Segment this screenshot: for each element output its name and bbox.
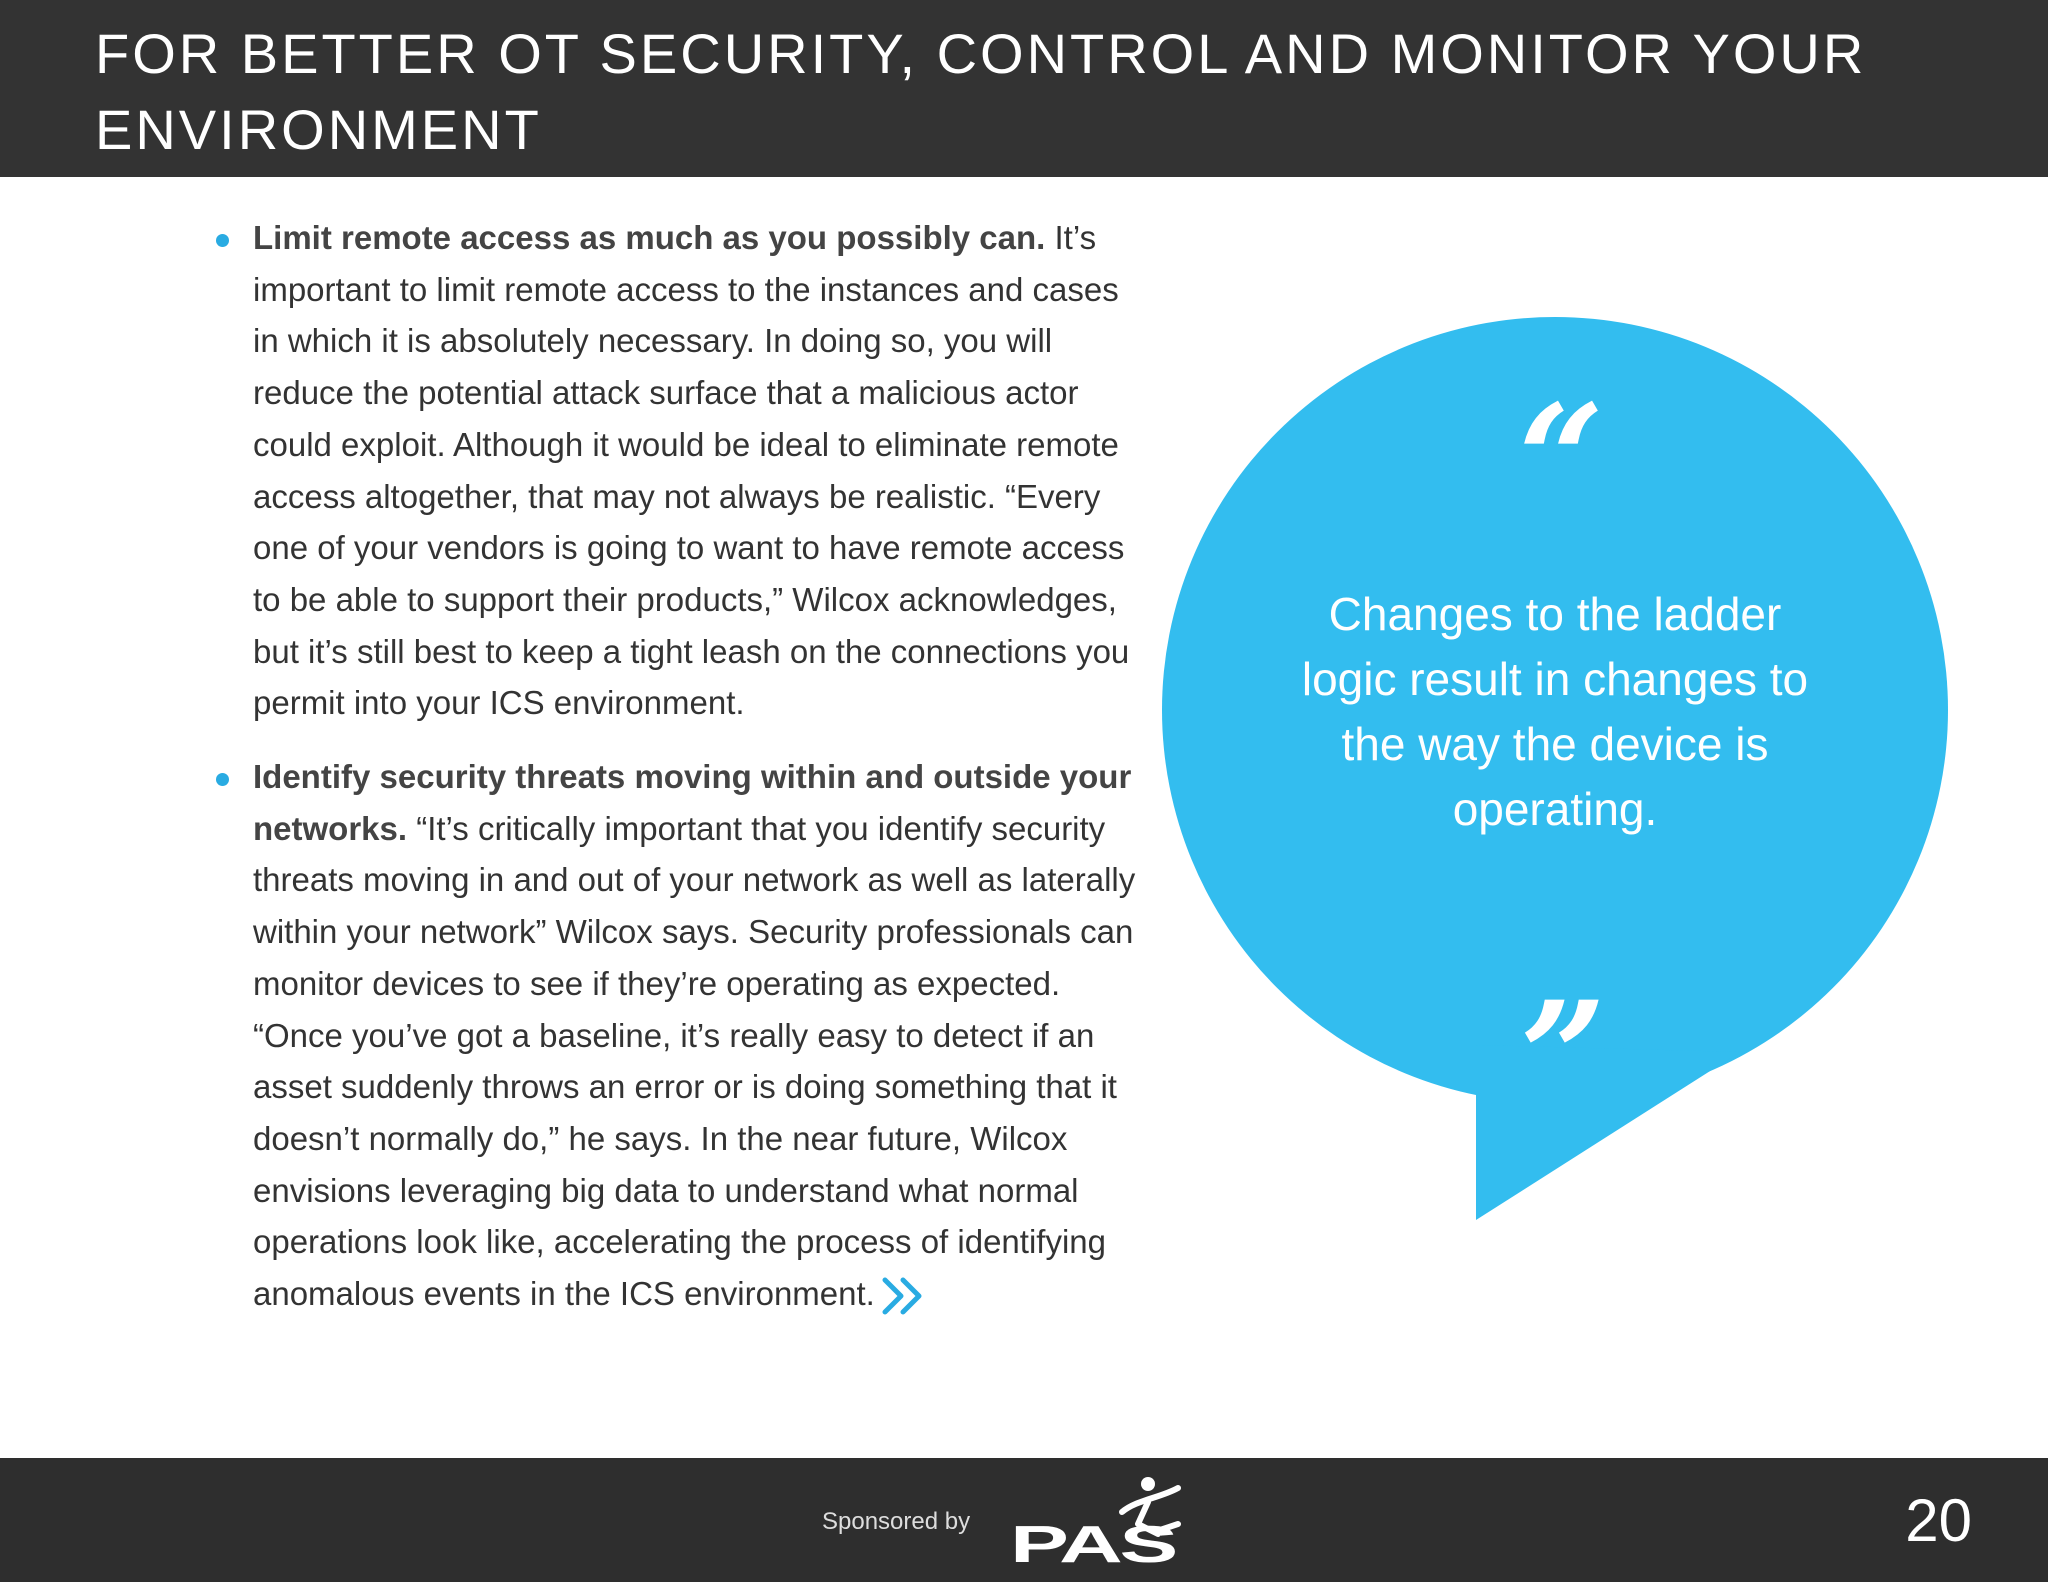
bullet-text [253,751,1148,1320]
bullet-lead: Limit remote access as much as you possibly can. [253,219,1046,256]
pull-quote-text: Changes to the ladder logic result in changes to the way the device is operating. [1301,588,1809,835]
pas-logo-text: PAS [1010,1516,1176,1566]
sponsored-label: Sponsored by [822,1508,971,1535]
close-quote-icon: ” [1520,969,1607,1145]
open-quote-icon: “ [1518,372,1605,548]
chevron-right-double-icon[interactable] [881,1276,927,1316]
article-body [208,212,1148,1342]
page-header [0,0,2048,177]
bullet-body: It’s important to limit remote access to the instances and cases in which it is absolutely necessary. In doing so, you will reduce the potential attack surface that a malicious actor could exploit. Although it would be ideal to eliminate remote access altogether, that may not always be realistic. “Every one of your vendors is going to want to have remote access to be able to support their products,” Wilcox acknowledges, but it’s still best to keep a tight leash on the connections you permit into your ICS environment. [253,219,1130,722]
bullet-item [208,751,1148,1320]
bullet-body: “It’s critically important that you identify security threats moving in and out of your network as well as laterally within your network” Wilcox says. Security professionals can monitor devices to see if they’re operating as expected. “Once you’ve got a baseline, it’s really easy to detect if an asset suddenly throws an error or is doing something that it doesn’t normally do,” he says. In the near future, Wilcox envisions leveraging big data to understand what normal operations look like, accelerating the process of identifying anomalous events in the ICS environment. [253,809,1136,1313]
bullet-item [208,212,1148,729]
page-title: FOR BETTER OT SECURITY, CONTROL AND MONITOR YOUR ENVIRONMENT [95,22,1867,161]
page-footer [0,1458,2048,1582]
pas-logo [1010,1474,1200,1566]
bullet-lead: Identify security threats moving within and outside your networks. [253,758,1132,847]
bullet-text [253,212,1148,729]
bullet-dot-icon [216,234,229,247]
page-number: 20 [1905,1487,1972,1554]
bullet-dot-icon [216,773,229,786]
